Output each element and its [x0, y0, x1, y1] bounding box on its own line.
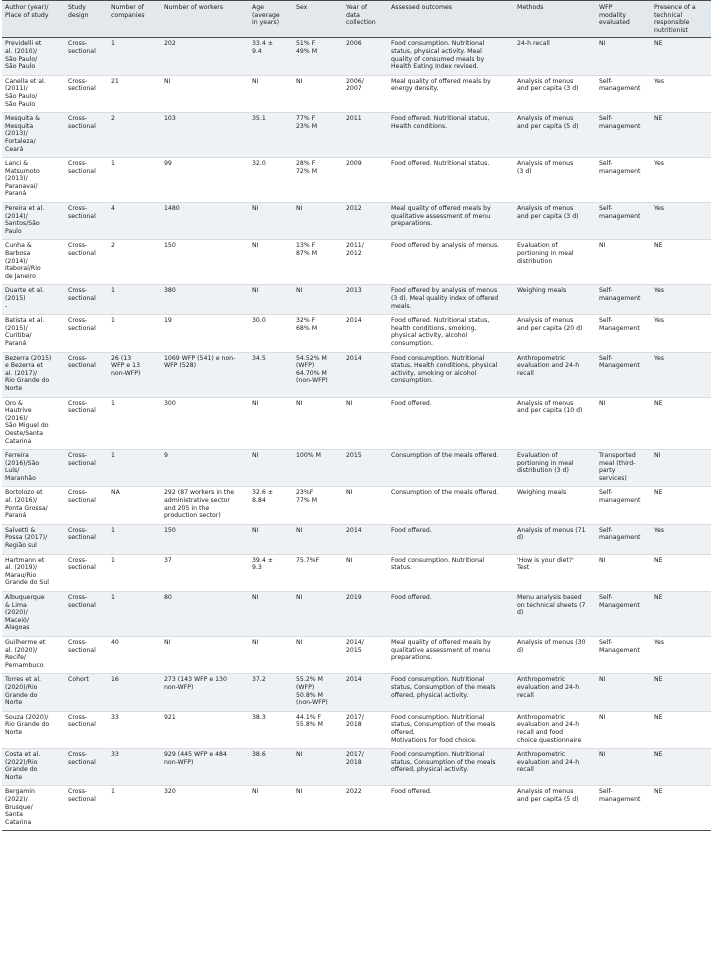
companies-cell: 1: [108, 397, 161, 450]
modality-cell: NI: [596, 554, 651, 591]
design-cell: Cross- sectional: [65, 397, 108, 450]
nutritionist-cell: NE: [651, 592, 711, 637]
methods-cell: Evaluation of portioning in meal distribution: [514, 240, 596, 285]
year-cell: 2012: [343, 203, 388, 240]
year-cell: 2017/ 2018: [343, 749, 388, 786]
outcomes-cell: Food offered.: [388, 524, 514, 554]
table-row: [2, 636, 711, 673]
methods-cell: Anthropometric evaluation and 24-h recall and food choice questionnaire: [514, 711, 596, 748]
sex-cell: NI: [293, 397, 343, 450]
workers-cell: 150: [161, 240, 249, 285]
workers-cell: 921: [161, 711, 249, 748]
table-header: [2, 1, 711, 38]
sex-cell: NI: [293, 749, 343, 786]
nutritionist-cell: NE: [651, 113, 711, 158]
companies-cell: 26 (13 WFP e 13 non-WFP): [108, 352, 161, 397]
author-cell: Ferreira (2016)/São Luís/ Maranhão: [2, 450, 65, 487]
table-body: [2, 38, 711, 831]
author-cell: Bezerra (2015) e Bezerra et al. (2017)/ Rio Grande do Norte: [2, 352, 65, 397]
table-row: [2, 352, 711, 397]
outcomes-cell: Food consumption. Nutritional status, Consumption of the meals offered, physical activity.: [388, 674, 514, 711]
outcomes-cell: Food offered. Nutritional status, health conditions, smoking, physical activity, alcohol consumption.: [388, 315, 514, 352]
design-cell: Cross- sectional: [65, 554, 108, 591]
table-row: [2, 450, 711, 487]
modality-cell: NI: [596, 397, 651, 450]
table-row: [2, 203, 711, 240]
table-row: [2, 75, 711, 112]
design-cell: Cohort: [65, 674, 108, 711]
author-cell: Torres et al. (2020)/Rio Grande do Norte: [2, 674, 65, 711]
table-row: [2, 749, 711, 786]
outcomes-cell: Food offered. Nutritional status.: [388, 158, 514, 203]
workers-cell: 929 (445 WFP e 484 non-WFP): [161, 749, 249, 786]
age-cell: 35.1: [249, 113, 293, 158]
outcomes-cell: Consumption of the meals offered.: [388, 450, 514, 487]
outcomes-cell: Consumption of the meals offered.: [388, 487, 514, 524]
column-header-outcomes: Assessed outcomes: [388, 1, 514, 38]
age-cell: NI: [249, 524, 293, 554]
workers-cell: 380: [161, 285, 249, 315]
companies-cell: 1: [108, 450, 161, 487]
table-row: [2, 38, 711, 75]
sex-cell: 100% M: [293, 450, 343, 487]
table-row: [2, 554, 711, 591]
workers-cell: 300: [161, 397, 249, 450]
modality-cell: NI: [596, 240, 651, 285]
methods-cell: Analysis of menus and per capita (5 d): [514, 786, 596, 831]
author-cell: Guilherme et al. (2020)/ Recife/ Pernambuco: [2, 636, 65, 673]
workers-cell: 80: [161, 592, 249, 637]
companies-cell: 1: [108, 524, 161, 554]
age-cell: 32.6 ± 8.84: [249, 487, 293, 524]
companies-cell: 16: [108, 674, 161, 711]
companies-cell: 1: [108, 315, 161, 352]
year-cell: 2011/ 2012: [343, 240, 388, 285]
author-cell: Hartmann et al. (2019)/ Marau/Rio Grande do Sul: [2, 554, 65, 591]
age-cell: 38.6: [249, 749, 293, 786]
outcomes-cell: Food consumption. Nutritional status.: [388, 554, 514, 591]
nutritionist-cell: NE: [651, 487, 711, 524]
age-cell: NI: [249, 636, 293, 673]
methods-cell: Anthropometric evaluation and 24-h recall: [514, 352, 596, 397]
year-cell: 2013: [343, 285, 388, 315]
outcomes-cell: Food consumption. Nutritional status, physical activity. Meal quality of consumed meals by Health Eating Index revised.: [388, 38, 514, 75]
year-cell: NI: [343, 487, 388, 524]
workers-cell: 273 (143 WFP e 130 non-WFP): [161, 674, 249, 711]
workers-cell: 103: [161, 113, 249, 158]
table-row: [2, 487, 711, 524]
author-cell: Albuquerque & Lima (2020)/ Maceió/ Alagoas: [2, 592, 65, 637]
design-cell: Cross- sectional: [65, 203, 108, 240]
outcomes-cell: Food consumption. Nutritional status, Health conditions, physical activity, smoking or alcohol consumption.: [388, 352, 514, 397]
column-header-nutritionist: Presence of a technical responsible nutritionist: [651, 1, 711, 38]
design-cell: Cross- sectional: [65, 38, 108, 75]
companies-cell: 1: [108, 554, 161, 591]
age-cell: 32.0: [249, 158, 293, 203]
methods-cell: Weighing meals: [514, 487, 596, 524]
nutritionist-cell: NE: [651, 397, 711, 450]
year-cell: 2022: [343, 786, 388, 831]
age-cell: 38.3: [249, 711, 293, 748]
sex-cell: NI: [293, 203, 343, 240]
workers-cell: 1069 WFP (541) e non- WFP (528): [161, 352, 249, 397]
modality-cell: NI: [596, 749, 651, 786]
design-cell: Cross- sectional: [65, 592, 108, 637]
design-cell: Cross- sectional: [65, 113, 108, 158]
design-cell: Cross- sectional: [65, 352, 108, 397]
column-header-year: Year of data collection: [343, 1, 388, 38]
workers-cell: 320: [161, 786, 249, 831]
outcomes-cell: Food offered.: [388, 592, 514, 637]
column-header-design: Study design: [65, 1, 108, 38]
workers-cell: 9: [161, 450, 249, 487]
age-cell: NI: [249, 203, 293, 240]
companies-cell: 1: [108, 285, 161, 315]
column-header-workers: Number of workers: [161, 1, 249, 38]
modality-cell: Self- management: [596, 285, 651, 315]
author-cell: Salvetti & Possa (2017)/ Região sul: [2, 524, 65, 554]
modality-cell: Self- management: [596, 158, 651, 203]
outcomes-cell: Meal quality of offered meals by qualitative assessment of menu preparations.: [388, 203, 514, 240]
column-header-sex: Sex: [293, 1, 343, 38]
workers-cell: 1480: [161, 203, 249, 240]
table-row: [2, 315, 711, 352]
methods-cell: Analysis of menus (30 d): [514, 636, 596, 673]
outcomes-cell: Meal quality of offered meals by qualitative assessment of menu preparations.: [388, 636, 514, 673]
table-row: [2, 674, 711, 711]
nutritionist-cell: Yes: [651, 636, 711, 673]
design-cell: Cross- sectional: [65, 524, 108, 554]
author-cell: Costa et al. (2022)/Rio Grande do Norte: [2, 749, 65, 786]
age-cell: 34.5: [249, 352, 293, 397]
methods-cell: Menu analysis based on technical sheets (7 d): [514, 592, 596, 637]
modality-cell: Self- Management: [596, 636, 651, 673]
author-cell: Bergamin (2022)/ Brusque/ Santa Catarina: [2, 786, 65, 831]
sex-cell: 23%F 77% M: [293, 487, 343, 524]
table-row: [2, 158, 711, 203]
workers-cell: 292 (87 workers in the administrative sector and 205 in the production sector): [161, 487, 249, 524]
modality-cell: Self- management: [596, 75, 651, 112]
nutritionist-cell: NE: [651, 240, 711, 285]
methods-cell: Analysis of menus (3 d): [514, 158, 596, 203]
age-cell: NI: [249, 240, 293, 285]
nutritionist-cell: NE: [651, 711, 711, 748]
companies-cell: 40: [108, 636, 161, 673]
methods-cell: Evaluation of portioning in meal distribution (3 d): [514, 450, 596, 487]
workers-cell: 150: [161, 524, 249, 554]
modality-cell: Transported meal (third- party services): [596, 450, 651, 487]
methods-cell: Analysis of menus and per capita (3 d): [514, 203, 596, 240]
modality-cell: NI: [596, 674, 651, 711]
workers-cell: 19: [161, 315, 249, 352]
design-cell: Cross- sectional: [65, 711, 108, 748]
outcomes-cell: Food consumption. Nutritional status, Consumption of the meals offered, physical activity.: [388, 749, 514, 786]
year-cell: 2017/ 2018: [343, 711, 388, 748]
methods-cell: Anthropometric evaluation and 24-h recall: [514, 674, 596, 711]
nutritionist-cell: Yes: [651, 315, 711, 352]
companies-cell: 1: [108, 592, 161, 637]
methods-cell: Analysis of menus and per capita (20 d): [514, 315, 596, 352]
year-cell: 2019: [343, 592, 388, 637]
table-row: [2, 240, 711, 285]
workers-cell: NI: [161, 75, 249, 112]
table-row: [2, 285, 711, 315]
workers-cell: 99: [161, 158, 249, 203]
companies-cell: 1: [108, 38, 161, 75]
design-cell: Cross- sectional: [65, 749, 108, 786]
year-cell: 2015: [343, 450, 388, 487]
year-cell: 2006/ 2007: [343, 75, 388, 112]
nutritionist-cell: Yes: [651, 524, 711, 554]
table-row: [2, 711, 711, 748]
sex-cell: NI: [293, 524, 343, 554]
table-row: [2, 113, 711, 158]
nutritionist-cell: NE: [651, 674, 711, 711]
design-cell: Cross- sectional: [65, 636, 108, 673]
nutritionist-cell: Yes: [651, 75, 711, 112]
year-cell: 2014: [343, 352, 388, 397]
age-cell: NI: [249, 592, 293, 637]
methods-cell: Weighing meals: [514, 285, 596, 315]
year-cell: 2014: [343, 524, 388, 554]
methods-cell: Analysis of menus (71 d): [514, 524, 596, 554]
header-row: [2, 1, 711, 38]
methods-cell: 24-h recall: [514, 38, 596, 75]
design-cell: Cross- sectional: [65, 315, 108, 352]
author-cell: Duarte et al. (2015) -: [2, 285, 65, 315]
modality-cell: Self- management: [596, 786, 651, 831]
design-cell: Cross- sectional: [65, 487, 108, 524]
sex-cell: NI: [293, 592, 343, 637]
outcomes-cell: Food offered. Nutritional status, Health conditions.: [388, 113, 514, 158]
nutritionist-cell: NE: [651, 554, 711, 591]
modality-cell: NI: [596, 711, 651, 748]
companies-cell: 2: [108, 113, 161, 158]
outcomes-cell: Food offered.: [388, 786, 514, 831]
sex-cell: 28% F 72% M: [293, 158, 343, 203]
year-cell: 2011: [343, 113, 388, 158]
year-cell: NI: [343, 397, 388, 450]
workers-cell: 37: [161, 554, 249, 591]
studies-table: [2, 0, 711, 831]
workers-cell: NI: [161, 636, 249, 673]
outcomes-cell: Food offered by analysis of menus (3 d). Meal quality index of offered meals.: [388, 285, 514, 315]
modality-cell: Self- Management: [596, 315, 651, 352]
outcomes-cell: Food offered by analysis of menus.: [388, 240, 514, 285]
companies-cell: 2: [108, 240, 161, 285]
nutritionist-cell: Yes: [651, 158, 711, 203]
design-cell: Cross- sectional: [65, 285, 108, 315]
sex-cell: NI: [293, 636, 343, 673]
author-cell: Mesquita & Mesquita (2013)/ Fortaleza/ Ceará: [2, 113, 65, 158]
author-cell: Cunha & Barbosa (2014)/ Itaboraí/Rio de Janeiro: [2, 240, 65, 285]
methods-cell: 'How is your diet?' Test: [514, 554, 596, 591]
design-cell: Cross- sectional: [65, 450, 108, 487]
modality-cell: Self- management: [596, 524, 651, 554]
author-cell: Lanci & Matsumoto (2013)/ Paranavaí/ Paraná: [2, 158, 65, 203]
year-cell: 2006: [343, 38, 388, 75]
companies-cell: 33: [108, 711, 161, 748]
year-cell: 2014: [343, 315, 388, 352]
year-cell: 2009: [343, 158, 388, 203]
year-cell: NI: [343, 554, 388, 591]
workers-cell: 202: [161, 38, 249, 75]
table-row: [2, 524, 711, 554]
sex-cell: 51% F 49% M: [293, 38, 343, 75]
column-header-methods: Methods: [514, 1, 596, 38]
methods-cell: Analysis of menus and per capita (5 d): [514, 113, 596, 158]
design-cell: Cross- sectional: [65, 158, 108, 203]
author-cell: Bortolozo et al. (2016)/ Ponta Grossa/ Paraná: [2, 487, 65, 524]
methods-cell: Analysis of menus and per capita (10 d): [514, 397, 596, 450]
design-cell: Cross- sectional: [65, 240, 108, 285]
modality-cell: Self- Management: [596, 352, 651, 397]
age-cell: NI: [249, 397, 293, 450]
sex-cell: 77% F 23% M: [293, 113, 343, 158]
year-cell: 2014: [343, 674, 388, 711]
nutritionist-cell: Yes: [651, 285, 711, 315]
table-row: [2, 786, 711, 831]
author-cell: Batista et al. (2015)/ Curitiba/ Paraná: [2, 315, 65, 352]
modality-cell: Self- management: [596, 203, 651, 240]
column-header-age: Age (average in years): [249, 1, 293, 38]
modality-cell: Self- management: [596, 487, 651, 524]
nutritionist-cell: NE: [651, 786, 711, 831]
age-cell: NI: [249, 75, 293, 112]
author-cell: Canella et al. (2011)/ São Paulo/ São Paulo: [2, 75, 65, 112]
companies-cell: 1: [108, 158, 161, 203]
age-cell: 30.0: [249, 315, 293, 352]
author-cell: Pereira et al. (2014)/ Santos/São Paulo: [2, 203, 65, 240]
nutritionist-cell: NE: [651, 749, 711, 786]
sex-cell: NI: [293, 75, 343, 112]
sex-cell: NI: [293, 285, 343, 315]
sex-cell: 55.2% M (WFP) 50.8% M (non-WFP): [293, 674, 343, 711]
nutritionist-cell: Yes: [651, 203, 711, 240]
design-cell: Cross- sectional: [65, 786, 108, 831]
sex-cell: 13% F 87% M: [293, 240, 343, 285]
column-header-author: Author (year)/ Place of study: [2, 1, 65, 38]
companies-cell: 4: [108, 203, 161, 240]
companies-cell: 33: [108, 749, 161, 786]
modality-cell: Self- Management: [596, 592, 651, 637]
outcomes-cell: Food offered.: [388, 397, 514, 450]
age-cell: 39.4 ± 9.3: [249, 554, 293, 591]
modality-cell: NI: [596, 38, 651, 75]
companies-cell: NA: [108, 487, 161, 524]
sex-cell: NI: [293, 786, 343, 831]
design-cell: Cross- sectional: [65, 75, 108, 112]
companies-cell: 21: [108, 75, 161, 112]
modality-cell: Self- management: [596, 113, 651, 158]
age-cell: NI: [249, 786, 293, 831]
table-row: [2, 397, 711, 450]
methods-cell: Anthropometric evaluation and 24-h recall: [514, 749, 596, 786]
column-header-companies: Number of companies: [108, 1, 161, 38]
sex-cell: 54.52% M (WFP) 64.70% M (non-WFP): [293, 352, 343, 397]
age-cell: NI: [249, 450, 293, 487]
outcomes-cell: Meal quality of offered meals by energy density.: [388, 75, 514, 112]
nutritionist-cell: NE: [651, 38, 711, 75]
methods-cell: Analysis of menus and per capita (3 d): [514, 75, 596, 112]
sex-cell: 32% F 68% M: [293, 315, 343, 352]
sex-cell: 75.7%F: [293, 554, 343, 591]
table-row: [2, 592, 711, 637]
nutritionist-cell: Yes: [651, 352, 711, 397]
column-header-modality: WFP modality evaluated: [596, 1, 651, 38]
age-cell: NI: [249, 285, 293, 315]
sex-cell: 44.1% F 55.8% M: [293, 711, 343, 748]
year-cell: 2014/ 2015: [343, 636, 388, 673]
companies-cell: 1: [108, 786, 161, 831]
author-cell: Previdelli et al. (2010)/ São Paulo/ São Paulo: [2, 38, 65, 75]
age-cell: 37.2: [249, 674, 293, 711]
outcomes-cell: Food consumption. Nutritional status, Consumption of the meals offered, Motivations for food choice.: [388, 711, 514, 748]
author-cell: Oro & Hautrive (2016)/ São Miguel do Oeste/Santa Catarina: [2, 397, 65, 450]
nutritionist-cell: NI: [651, 450, 711, 487]
age-cell: 33.4 ± 9.4: [249, 38, 293, 75]
author-cell: Souza (2020)/ Rio Grande do Norte: [2, 711, 65, 748]
